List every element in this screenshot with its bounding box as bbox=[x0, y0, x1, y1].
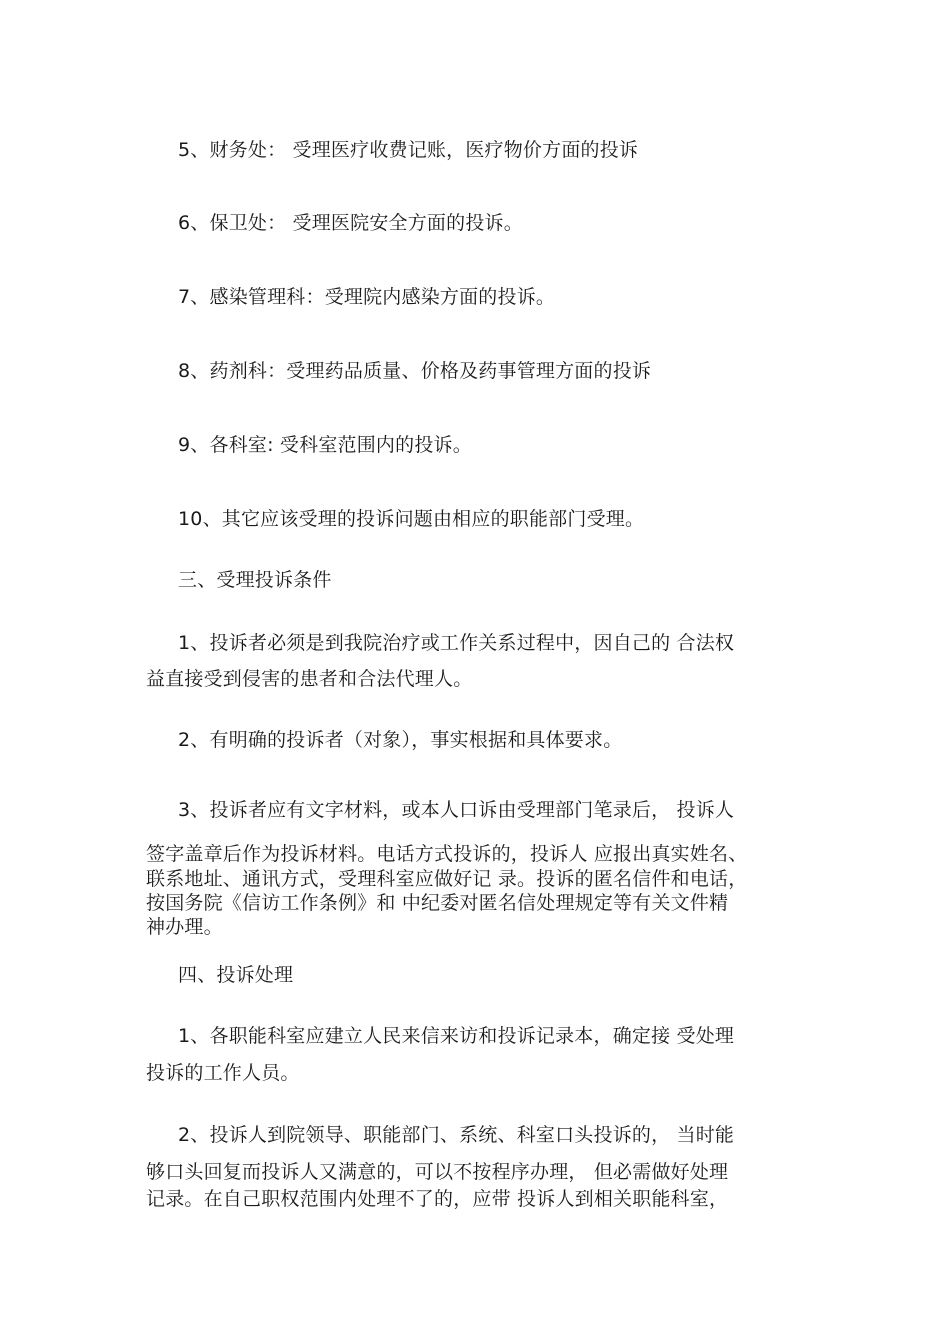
section3-para3-line5: 神办理。 bbox=[146, 916, 223, 938]
item-departments: 9、各科室: 受科室范围内的投诉。 bbox=[178, 434, 472, 456]
section4-para2-line1: 2、投诉人到院领导、职能部门、系统、科室口头投诉的， 当时能 bbox=[178, 1124, 735, 1146]
item-pharmacy: 8、药剂科：受理药品质量、价格及药事管理方面的投诉 bbox=[178, 360, 652, 382]
section3-para1-line1: 1、投诉者必须是到我院治疗或工作关系过程中，因自己的 合法权 bbox=[178, 632, 735, 654]
section4-para1-line1: 1、各职能科室应建立人民来信来访和投诉记录本，确定接 受处理 bbox=[178, 1025, 735, 1047]
section3-para2: 2、有明确的投诉者（对象），事实根据和具体要求。 bbox=[178, 729, 623, 751]
section3-para3-line2: 签字盖章后作为投诉材料。电话方式投诉的，投诉人 应报出真实姓名、 bbox=[146, 843, 748, 865]
section3-para3-line4: 按国务院《信访工作条例》和 中纪委对匿名信处理规定等有关文件精 bbox=[146, 892, 729, 914]
section4-para2-line2: 够口头回复而投诉人又满意的，可以不按程序办理， 但必需做好处理 bbox=[146, 1161, 729, 1183]
item-infection-management: 7、感染管理科：受理院内感染方面的投诉。 bbox=[178, 286, 556, 308]
item-other: 10、其它应该受理的投诉问题由相应的职能部门受理。 bbox=[178, 508, 645, 530]
section3-para1-line2: 益直接受到侵害的患者和合法代理人。 bbox=[146, 668, 473, 690]
section-heading-4: 四、投诉处理 bbox=[178, 964, 294, 986]
section4-para1-line2: 投诉的工作人员。 bbox=[146, 1062, 300, 1084]
item-security-office: 6、保卫处： 受理医院安全方面的投诉。 bbox=[178, 212, 523, 234]
item-finance-office: 5、财务处： 受理医疗收费记账，医疗物价方面的投诉 bbox=[178, 139, 639, 161]
section3-para3-line1: 3、投诉者应有文字材料，或本人口诉由受理部门笔录后， 投诉人 bbox=[178, 799, 735, 821]
section4-para2-line3: 记录。在自己职权范围内处理不了的，应带 投诉人到相关职能科室， bbox=[146, 1188, 729, 1210]
section3-para3-line3: 联系地址、通讯方式，受理科室应做好记 录。投诉的匿名信件和电话， bbox=[146, 868, 748, 890]
section-heading-3: 三、受理投诉条件 bbox=[178, 569, 332, 591]
